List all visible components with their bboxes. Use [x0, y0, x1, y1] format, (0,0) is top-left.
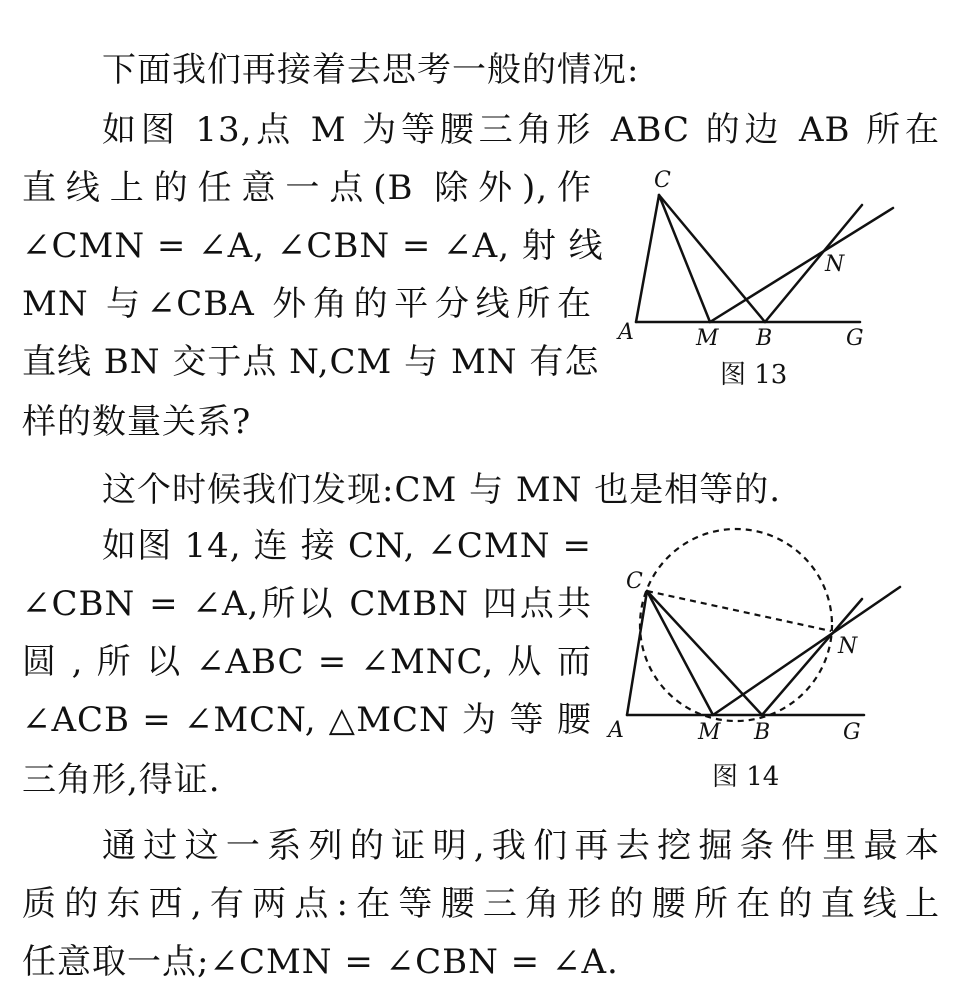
- label-m: M: [696, 326, 719, 351]
- ray-mn: [713, 587, 900, 715]
- label-c: C: [654, 168, 671, 193]
- segment-cb: [659, 195, 765, 322]
- label-a: A: [608, 718, 624, 743]
- text-line: 任意取一点;∠CMN = ∠CBN = ∠A.: [22, 942, 619, 982]
- label-m: M: [698, 720, 721, 745]
- text-line: 下面我们再接着去思考一般的情况:: [102, 50, 640, 90]
- text-line: ∠CMN = ∠A, ∠CBN = ∠A, 射 线: [22, 226, 604, 266]
- segment-cm: [659, 195, 710, 322]
- ray-bn: [765, 205, 862, 322]
- text-line: 通过这一系列的证明,我们再去挖掘条件里最本: [102, 826, 940, 866]
- text-line: 质的东西,有两点:在等腰三角形的腰所在的直线上: [22, 884, 940, 924]
- text-line: ∠ACB = ∠MCN, △MCN 为 等 腰: [22, 700, 592, 740]
- text-line: 这个时候我们发现:CM 与 MN 也是相等的.: [102, 470, 782, 510]
- text-line: 三角形,得证.: [22, 760, 221, 800]
- text-line: 直线 BN 交于点 N,CM 与 MN 有怎: [22, 342, 600, 382]
- figure-13-diagram: [610, 165, 910, 355]
- text-line: MN 与∠CBA 外角的平分线所在: [22, 284, 592, 324]
- figure-13-caption: 图 13: [720, 360, 788, 390]
- ray-mn: [710, 208, 893, 322]
- segment-cn: [647, 591, 831, 631]
- label-b: B: [754, 720, 771, 745]
- text-line: 直线上的任意一点(B 除外),作: [22, 168, 592, 208]
- label-g: G: [846, 326, 864, 351]
- text-line: 圆 , 所 以 ∠ABC = ∠MNC, 从 而: [22, 642, 592, 682]
- text-line: 如图 13,点 M 为等腰三角形 ABC 的边 AB 所在: [102, 110, 940, 150]
- text-line: ∠CBN = ∠A,所以 CMBN 四点共: [22, 584, 592, 624]
- text-line: 如图 14, 连 接 CN, ∠CMN =: [102, 526, 592, 566]
- segment-ac: [627, 591, 647, 715]
- figure-14-caption: 图 14: [712, 762, 780, 792]
- label-a: A: [618, 320, 634, 345]
- segment-ac: [636, 195, 659, 322]
- label-c: C: [626, 569, 643, 594]
- label-n: N: [825, 252, 845, 277]
- label-g: G: [843, 720, 861, 745]
- label-b: B: [756, 326, 773, 351]
- label-n: N: [838, 634, 858, 659]
- text-line: 样的数量关系?: [22, 402, 252, 442]
- figure-14-diagram: [600, 525, 910, 750]
